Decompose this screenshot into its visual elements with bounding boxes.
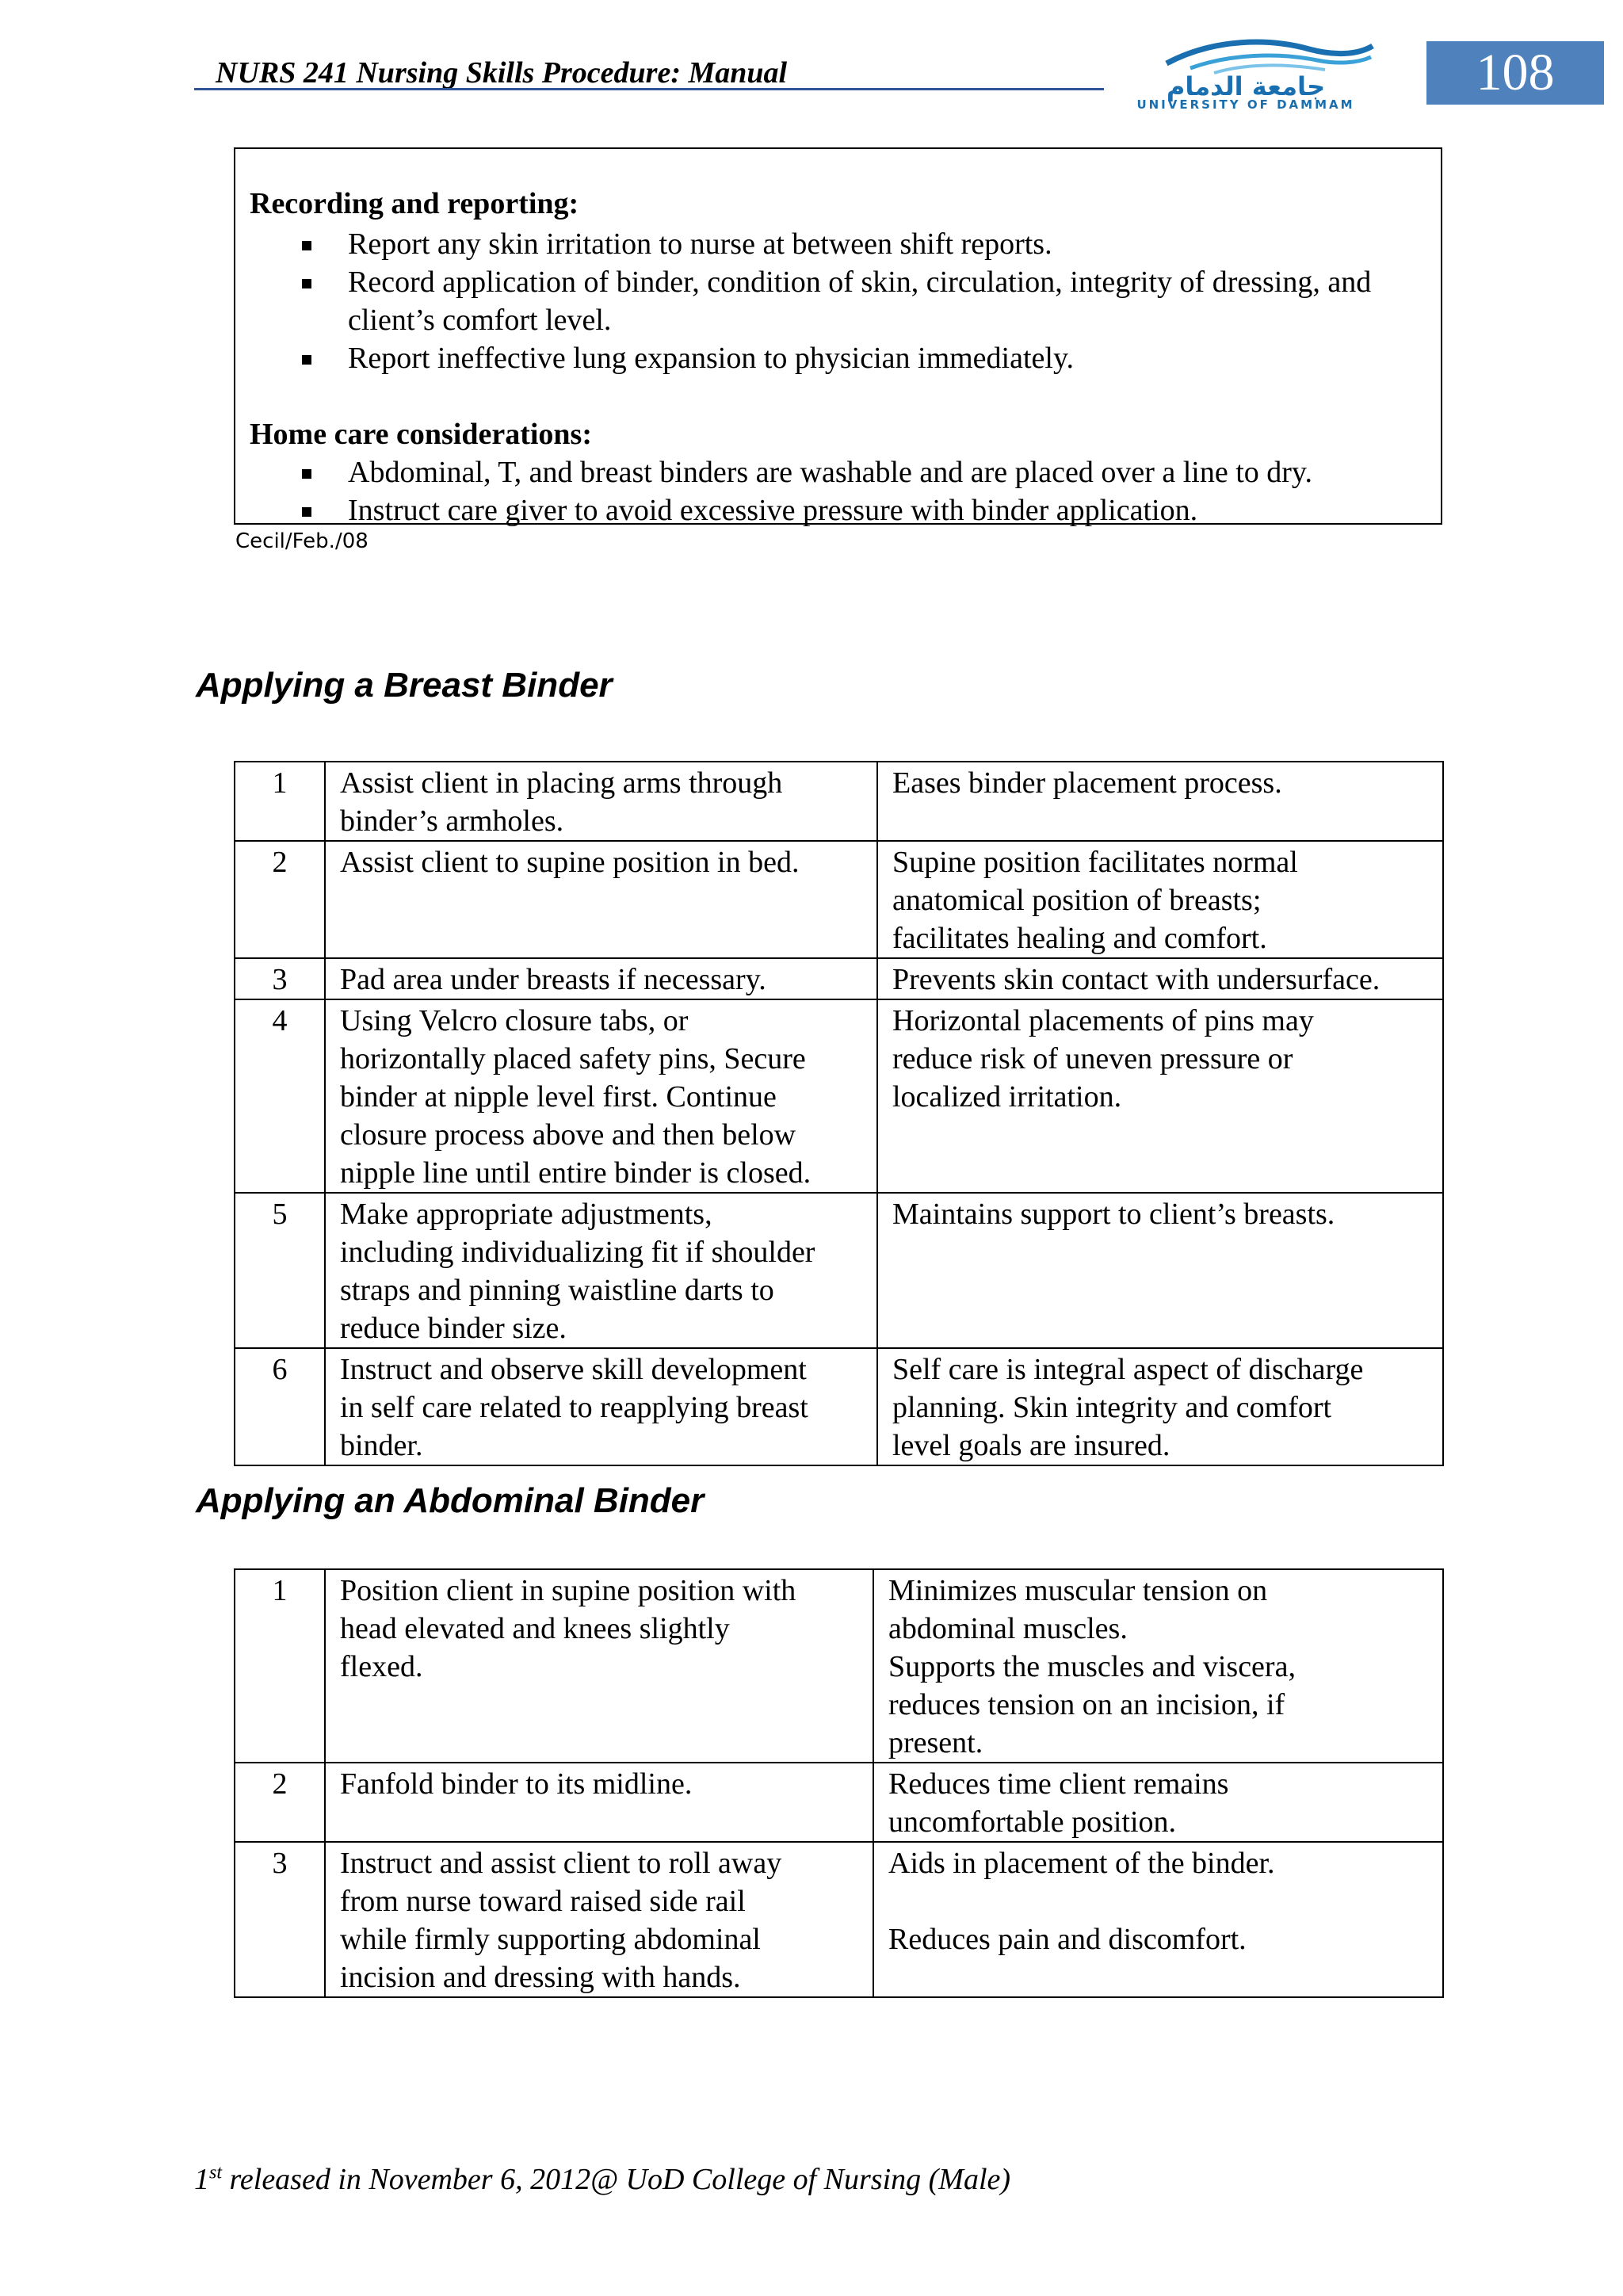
author-date-stamp: Cecil/Feb./08 [235, 529, 369, 553]
bullet-icon [302, 507, 311, 517]
bullet-icon [302, 279, 311, 288]
footer [194, 2162, 1010, 2197]
step-action: Instruct and observe skill development in self care related to reapplying breast binder. [325, 1348, 877, 1465]
abdominal-binder-table [234, 1568, 1444, 1998]
table-row [235, 1348, 1443, 1465]
list-item-text: Abdominal, T, and breast binders are washable and are placed over a line to dry. [348, 456, 1312, 489]
step-rationale: Minimizes muscular tension on abdominal muscles. Supports the muscles and viscera, reduces tension on an incision, if present. [873, 1569, 1443, 1763]
table-row [235, 958, 1443, 999]
step-rationale: Eases binder placement process. [877, 762, 1443, 841]
table-row [235, 1569, 1443, 1763]
list-item-text: Report any skin irritation to nurse at between shift reports. [348, 227, 1052, 261]
step-action: Assist client in placing arms through binder’s armholes. [325, 762, 877, 841]
logo-english-text: UNIVERSITY OF DAMMAM [1136, 97, 1355, 111]
table-row [235, 841, 1443, 958]
step-number: 2 [235, 841, 325, 958]
bullet-icon [302, 469, 311, 479]
table-row [235, 1193, 1443, 1348]
step-rationale: Aids in placement of the binder. Reduces pain and discomfort. [873, 1842, 1443, 1997]
step-number: 1 [235, 1569, 325, 1763]
step-number: 5 [235, 1193, 325, 1348]
footer-ordinal-suffix: st [209, 2162, 223, 2183]
step-number: 2 [235, 1763, 325, 1842]
step-rationale: Prevents skin contact with undersurface. [877, 958, 1443, 999]
list-item-text: Report ineffective lung expansion to physician immediately. [348, 342, 1074, 375]
step-action: Pad area under breasts if necessary. [325, 958, 877, 999]
header-rule [194, 88, 1104, 90]
step-rationale: Horizontal placements of pins may reduce risk of uneven pressure or localized irritation. [877, 999, 1443, 1193]
step-number: 4 [235, 999, 325, 1193]
step-number: 3 [235, 1842, 325, 1997]
abdominal-binder-title: Applying an Abdominal Binder [196, 1481, 705, 1520]
table-row [235, 762, 1443, 841]
step-action: Position client in supine position with head elevated and knees slightly flexed. [325, 1569, 873, 1763]
page-number-box [1426, 41, 1604, 105]
university-logo-waves [1135, 32, 1390, 111]
step-action: Assist client to supine position in bed. [325, 841, 877, 958]
step-action: Make appropriate adjustments, including individualizing fit if shoulder straps and pinning waistline darts to reduce binder size. [325, 1193, 877, 1348]
bullet-icon [302, 241, 311, 250]
logo-arabic-text: جامعة الدمام [1166, 71, 1326, 101]
breast-binder-table [234, 761, 1444, 1466]
step-action: Using Velcro closure tabs, or horizontally placed safety pins, Secure binder at nipple level first. Continue closure process above and then below nipple line until entire binder is closed. [325, 999, 877, 1193]
step-number: 6 [235, 1348, 325, 1465]
table-row [235, 1842, 1443, 1997]
bullet-icon [302, 355, 311, 365]
header-title: NURS 241 Nursing Skills Procedure: Manual [216, 56, 788, 90]
list-item-text: Instruct care giver to avoid excessive pressure with binder application. [348, 494, 1198, 527]
step-rationale: Maintains support to client’s breasts. [877, 1193, 1443, 1348]
university-logo [1135, 32, 1390, 111]
step-number: 1 [235, 762, 325, 841]
step-action: Instruct and assist client to roll away from nurse toward raised side rail while firmly supporting abdominal incision and dressing with hands. [325, 1842, 873, 1997]
list-item-text: Record application of binder, condition of skin, circulation, integrity of dressing, and client’s comfort level. [348, 266, 1372, 337]
step-action: Fanfold binder to its midline. [325, 1763, 873, 1842]
breast-binder-title: Applying a Breast Binder [196, 666, 613, 705]
step-rationale: Supine position facilitates normal anatomical position of breasts; facilitates healing and comfort. [877, 841, 1443, 958]
step-number: 3 [235, 958, 325, 999]
step-rationale: Self care is integral aspect of discharge planning. Skin integrity and comfort level goals are insured. [877, 1348, 1443, 1465]
recording-heading: Recording and reporting: [250, 187, 579, 220]
table-row [235, 999, 1443, 1193]
footer-ordinal: 1 [194, 2163, 209, 2196]
step-rationale: Reduces time client remains uncomfortable position. [873, 1763, 1443, 1842]
table-row [235, 1763, 1443, 1842]
page-number: 108 [1476, 44, 1555, 101]
info-box [234, 147, 1442, 525]
footer-text: released in November 6, 2012@ UoD College of Nursing (Male) [222, 2163, 1011, 2196]
home-care-heading: Home care considerations: [250, 418, 592, 451]
